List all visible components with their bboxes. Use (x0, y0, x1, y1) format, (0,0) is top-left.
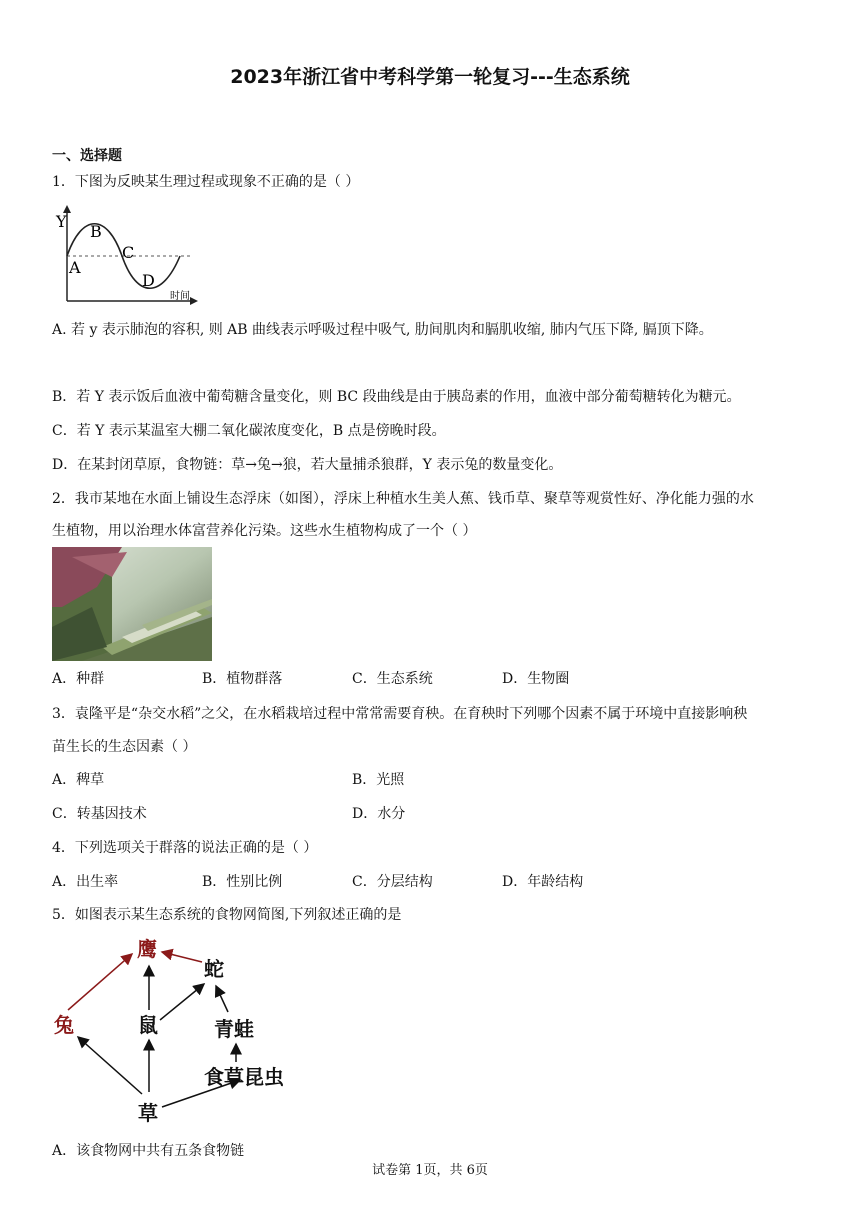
graph-y-label: Y (56, 212, 67, 231)
question-4-option-d: D．年龄结构 (502, 874, 584, 890)
question-1-stem: 1．下图为反映某生理过程或现象不正确的是（ ） (52, 174, 360, 190)
question-2-stem-line-2: 生植物，用以治理水体富营养化污染。这些水生植物构成了一个（ ） (52, 523, 477, 539)
graph-x-label: 时间 (170, 291, 190, 302)
question-1-graph (52, 203, 200, 305)
question-1-option-c: C．若 Y 表示某温室大棚二氧化碳浓度变化，B 点是傍晚时段。 (52, 423, 446, 439)
question-1-option-a: A. 若 y 表示肺泡的容积, 则 AB 曲线表示呼吸过程中吸气, 肋间肌肉和膈肌收缩, 肺内气压下降, 膈顶下降。 (52, 322, 713, 338)
question-1-option-b: B．若 Y 表示饭后血液中葡萄糖含量变化，则 BC 段曲线是由于胰岛素的作用，血液中部分葡萄糖转化为糖元。 (52, 389, 741, 405)
food-web-rabbit: 兔 (54, 1013, 74, 1037)
question-3-option-a: A．稗草 (52, 772, 105, 788)
question-3-stem-line-2: 苗生长的生态因素（ ） (52, 739, 197, 755)
question-3-option-b: B．光照 (352, 772, 405, 788)
graph-point-a: A (69, 258, 81, 277)
question-2-option-c: C．生态系统 (352, 671, 433, 687)
food-web-snake: 蛇 (204, 957, 224, 981)
question-3-stem-line-1: 3．袁隆平是“杂交水稻”之父，在水稻栽培过程中常常需要育秧。在育秧时下列哪个因素不属于环境中直接影响秧 (52, 706, 748, 722)
food-web-mouse: 鼠 (138, 1013, 158, 1037)
food-web-grass: 草 (138, 1101, 158, 1125)
food-web-insect: 食草昆虫 (204, 1065, 284, 1089)
food-web-eagle: 鹰 (137, 937, 157, 961)
question-4-stem: 4．下列选项关于群落的说法正确的是（ ） (52, 840, 318, 856)
question-5-stem: 5．如图表示某生态系统的食物网简图,下列叙述正确的是 (52, 907, 402, 923)
question-3-option-d: D．水分 (352, 806, 406, 822)
page-footer: 试卷第 1页，共 6页 (372, 1163, 488, 1178)
graph-point-b: B (90, 222, 102, 241)
question-4-option-b: B．性别比例 (202, 874, 283, 890)
food-web-diagram (52, 932, 302, 1130)
eco-float-photo (52, 547, 212, 661)
question-2-option-b: B．植物群落 (202, 671, 283, 687)
question-4-option-a: A．出生率 (52, 874, 119, 890)
food-web-frog: 青蛙 (214, 1017, 254, 1041)
section-heading: 一、选择题 (52, 148, 122, 164)
question-1-option-d: D．在某封闭草原，食物链：草→兔→狼，若大量捕杀狼群，Y 表示兔的数量变化。 (52, 457, 563, 473)
question-4-option-c: C．分层结构 (352, 874, 433, 890)
question-3-option-c: C．转基因技术 (52, 806, 147, 822)
page-title: 2023年浙江省中考科学第一轮复习---生态系统 (230, 66, 630, 88)
graph-point-d: D (142, 271, 155, 290)
question-2-stem-line-1: 2．我市某地在水面上铺设生态浮床（如图），浮床上种植水生美人蕉、钱币草、聚草等观赏性好、净化能力强的水 (52, 491, 754, 507)
graph-point-c: C (122, 243, 135, 262)
question-5-option-a: A．该食物网中共有五条食物链 (52, 1143, 245, 1159)
question-2-option-d: D．生物圈 (502, 671, 570, 687)
question-2-option-a: A．种群 (52, 671, 105, 687)
